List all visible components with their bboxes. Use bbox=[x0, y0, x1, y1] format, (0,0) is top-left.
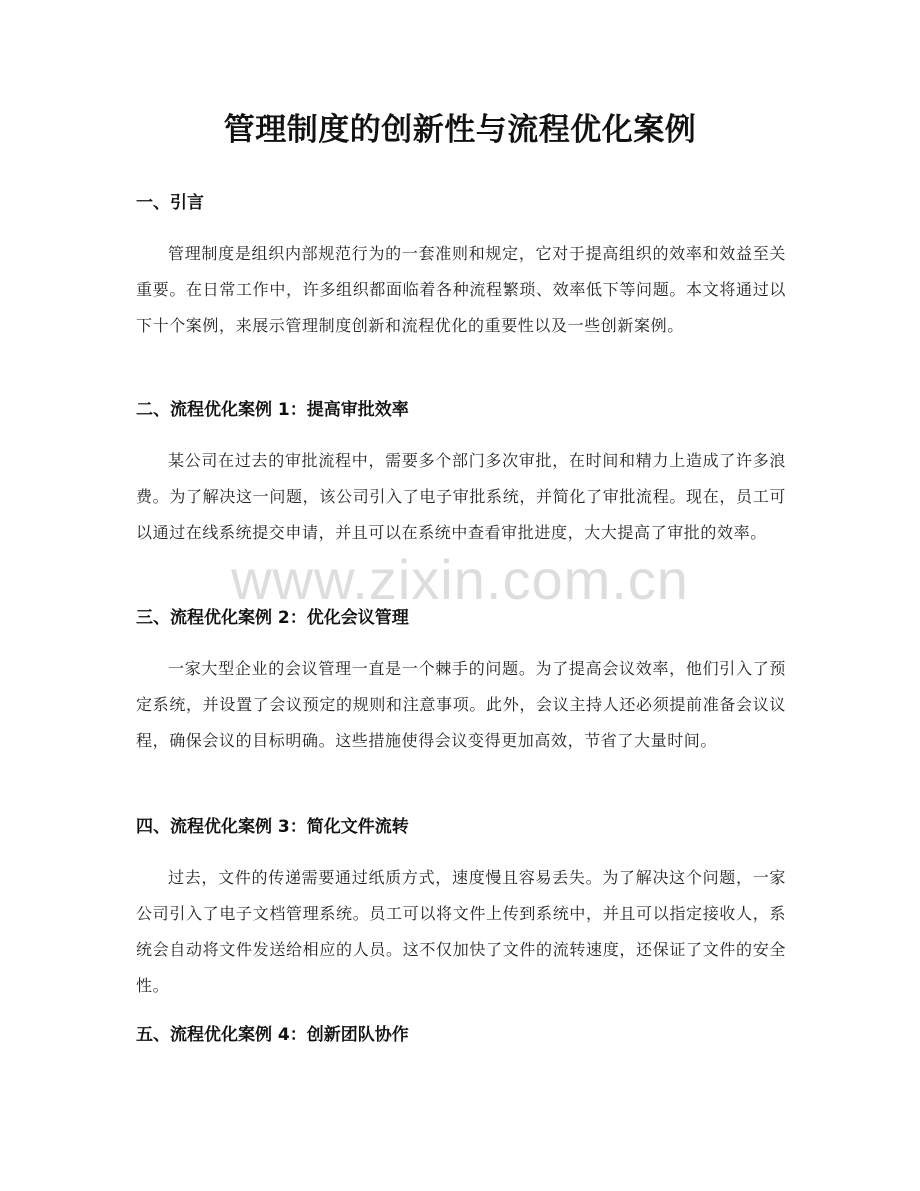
section-paragraph-case-3: 过去，文件的传递需要通过纸质方式，速度慢且容易丢失。为了解决这个问题，一家公司引入了电子文档管理系统。员工可以将文件上传到系统中，并且可以指定接收人，系统会自动将文件发送给相应的人员。这不仅加快了文件的流转速度，还保证了文件的安全性。 bbox=[136, 868, 786, 995]
watermark-text: www.zixin.com.cn bbox=[231, 548, 689, 611]
section-heading-case-4: 五、流程优化案例 4：创新团队协作 bbox=[136, 1025, 409, 1045]
section-paragraph-introduction: 管理制度是组织内部规范行为的一套准则和规定，它对于提高组织的效率和效益至关重要。在日常工作中，许多组织都面临着各种流程繁琐、效率低下等问题。本文将通过以下十个案例，来展示管理制度创新和流程优化的重要性以及一些创新案例。 bbox=[136, 244, 786, 335]
section-heading-case-1: 二、流程优化案例 1：提高审批效率 bbox=[136, 400, 409, 420]
document-title: 管理制度的创新性与流程优化案例 bbox=[223, 112, 697, 148]
section-heading-introduction: 一、引言 bbox=[136, 193, 204, 213]
section-heading-case-3: 四、流程优化案例 3：简化文件流转 bbox=[136, 817, 409, 837]
section-paragraph-case-1: 某公司在过去的审批流程中，需要多个部门多次审批，在时间和精力上造成了许多浪费。为了解决这一问题，该公司引入了电子审批系统，并简化了审批流程。现在，员工可以通过在线系统提交申请，并且可以在系统中查看审批进度，大大提高了审批的效率。 bbox=[136, 451, 786, 542]
section-paragraph-case-2: 一家大型企业的会议管理一直是一个棘手的问题。为了提高会议效率，他们引入了预定系统，并设置了会议预定的规则和注意事项。此外，会议主持人还必须提前准备会议议程，确保会议的目标明确。这些措施使得会议变得更加高效，节省了大量时间。 bbox=[136, 659, 786, 750]
section-heading-case-2: 三、流程优化案例 2：优化会议管理 bbox=[136, 608, 409, 628]
